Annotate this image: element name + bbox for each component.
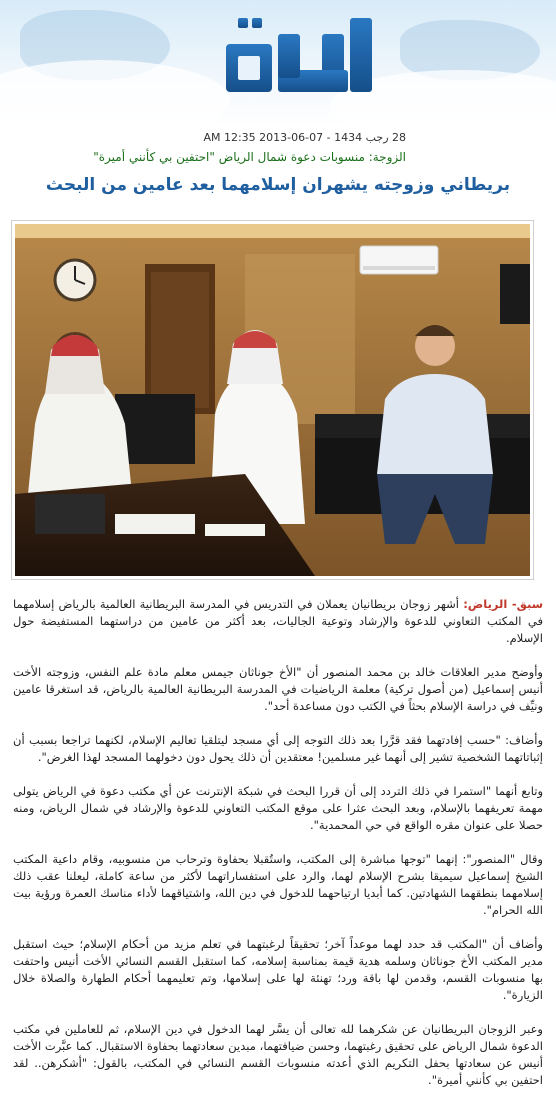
article-photo-illustration (15, 224, 530, 576)
article-title: بريطاني وزوجته يشهران إسلامهما بعد عامين من البحث (45, 175, 511, 195)
article-paragraph: وأوضح مدير العلاقات خالد بن محمد المنصور أن "الأخ جوناثان جيمس معلم مادة علم النفس، وزوجته الأخت أنيس إسماعيل (من أصول تركية) معلمة الرياضيات في المدرسة البريطانية العالمية بالرياض، قد استغرقا عامين ونيِّف في دراسة الإسلام بحثاً في الكتب دون مساعدة أحد". (13, 665, 543, 713)
article-paragraph (13, 596, 543, 647)
article-paragraph: وتابع أنهما "استمرا في ذلك التردد إلى أن قررا البحث في شبكة الإنترنت عن أي مكتب دعوة في الرياض يتولى مهمة تعريفهما بالإسلام، وبعد البحث عثرا على موقع المكتب التعاوني للدعوة والإرشاد في شمال الرياض، ومنه حصلا على عنوان مقره الواقع في حي المحمدية". (13, 784, 543, 832)
article-paragraph: وقال "المنصور": إنهما "توجها مباشرة إلى المكتب، واستُقبلا بحفاوة وترحاب من منسوبيه، وقام داعية المكتب الشيخ إسماعيل سيميقا بشرح الإسلام لهما، والرد على استفساراتهما لأكثر من ساعة كاملة، ليعلنا عقب ذلك إسلامهما بنطقهما الشهادتين. كما أبديا ارتياحهما للدخول في دين الله، واشتياقهما لأداء مناسك العمرة ورؤية بيت الله الحرام". (13, 852, 543, 917)
article-photo-frame (11, 220, 534, 580)
article-body (13, 596, 543, 1106)
article-date: 28 رجب 1434 - 07-06-2013 12:35 AM (203, 131, 406, 144)
site-logo[interactable] (218, 14, 378, 98)
article-paragraph: وعبر الزوجان البريطانيان عن شكرهما لله تعالى أن يسَّر لهما الدخول في دين الإسلام، ثم للعاملين في مكتب الدعوة شمال الرياض على تحقيق رغبتهما، وحسن ضيافتهما، مبدين سعادتهما بحفاوة الاستقبال. كما عبَّرت الأخت أنيس عن سعادتها بحفل التكريم الذي أعدته منسوبات القسم النسائي في المكتب، بالقول: "أشكرهن.. لقد احتفين بي كأنني أميرة". (13, 1022, 543, 1087)
header-cloud-decoration (0, 60, 230, 125)
article-photo[interactable] (15, 224, 530, 576)
article-paragraph-text: أشهر زوجان بريطانيان يعملان في التدريس في المدرسة البريطانية العالمية بالرياض إسلامهما في المكتب التعاوني للدعوة والإرشاد وتوعية الجاليات، بعد أكثر من عامين من دراستهما المستفيضة حول الإسلام. (13, 597, 543, 645)
article-lead: سبق- الرياض: (463, 597, 544, 611)
article-paragraph: وأضاف أن "المكتب قد حدد لهما موعداً آخر؛ تحقيقاً لرغبتهما في تعلم مزيد من أحكام الإسلام؛ حيث استقبل مدير المكتب الأخ جوناثان وسلمه هدية قيمة بمناسبة إسلامه، كما استقبل القسم النسائي الأخت أنيس واحتفت بها منسوبات القسم، وقدمن لها باقة ورد؛ تهنئة لها على إسلامها، وتم تعليمهما أحكام الطهارة والصلاة خلال الزيارة". (13, 937, 543, 1002)
article-paragraph: وأضاف: "حسب إفادتهما فقد قرَّرا بعد ذلك التوجه إلى أي مسجد ليتلقيا تعاليم الإسلام، لكنهما تراجعا بسبب أن إثباتاتهما الشخصية تشير إلى أنهما غير مسلمين! معتقدين أن ذلك يحول دون دخولهما المسجد لهذا الغرض". (13, 733, 543, 764)
article-subtitle: الزوجة: منسوبات دعوة شمال الرياض "احتفين بي كأنني أميرة" (93, 150, 406, 164)
site-header (0, 0, 556, 125)
